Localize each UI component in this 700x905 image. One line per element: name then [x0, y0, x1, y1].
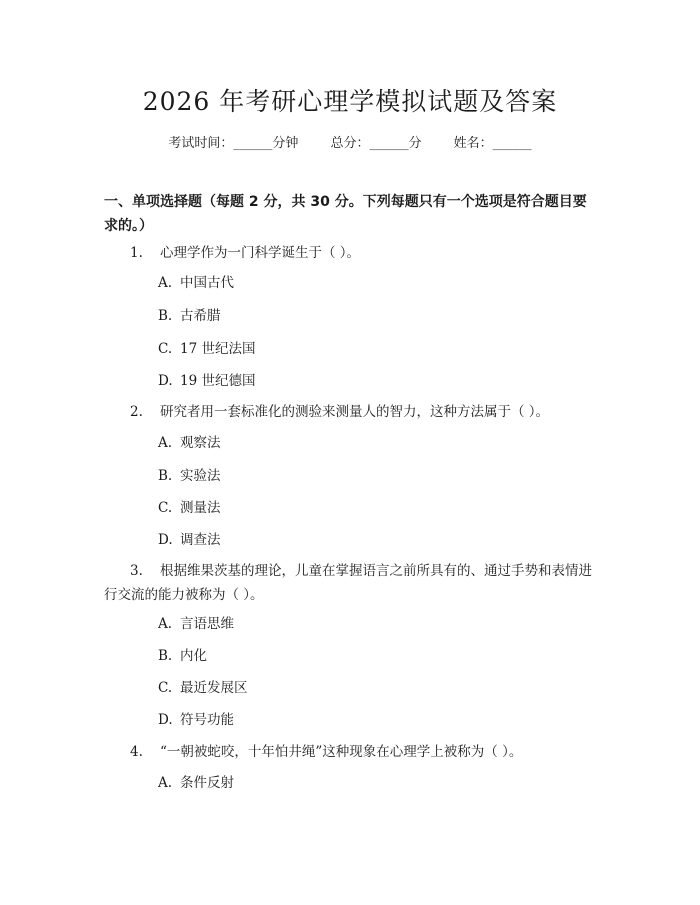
question-number: 4.	[130, 744, 143, 760]
option-1d	[158, 371, 255, 391]
total-score-field: 总分：______分	[330, 136, 422, 151]
question-number: 1.	[130, 245, 143, 261]
option-text: 言语思维	[180, 616, 234, 632]
question-number: 2.	[130, 404, 143, 420]
option-1b	[158, 306, 221, 326]
option-text: 实验法	[180, 468, 221, 484]
question-text: 研究者用一套标准化的测验来测量人的智力，这种方法属于（ ）。	[160, 404, 550, 420]
option-letter: C.	[158, 680, 173, 696]
option-text: 内化	[180, 648, 207, 664]
option-text: 条件反射	[180, 775, 234, 791]
option-text: 19 世纪德国	[180, 373, 256, 389]
option-4a	[158, 773, 234, 793]
question-4	[104, 740, 604, 764]
option-letter: D.	[158, 532, 173, 548]
option-letter: A.	[158, 435, 173, 451]
question-text-line1: 根据维果茨基的理论，儿童在掌握语言之前所具有的、通过手势和表情进	[160, 563, 592, 579]
option-1c	[158, 339, 255, 359]
option-letter: B.	[158, 468, 173, 484]
option-text: 古希腊	[180, 308, 221, 324]
exam-time-field: 考试时间：______分钟	[168, 136, 299, 151]
question-2	[104, 400, 604, 424]
option-letter: C.	[158, 500, 173, 516]
option-text: 观察法	[180, 435, 221, 451]
question-text: 心理学作为一门科学诞生于（ ）。	[160, 245, 361, 261]
option-text: 17 世纪法国	[180, 341, 256, 357]
option-3a	[158, 614, 234, 634]
exam-info-line	[0, 132, 700, 151]
option-2b	[158, 466, 221, 486]
question-3	[104, 559, 604, 607]
option-letter: D.	[158, 712, 173, 728]
option-3c	[158, 678, 248, 698]
section-heading: 一、单项选择题（每题 2 分，共 30 分。下列每题只有一个选项是符合题目要求的。）	[104, 194, 587, 234]
option-text: 符号功能	[180, 712, 234, 728]
option-text: 中国古代	[180, 275, 234, 291]
option-letter: B.	[158, 308, 173, 324]
name-field: 姓名：______	[453, 136, 532, 151]
option-2c	[158, 498, 221, 518]
option-letter: A.	[158, 616, 173, 632]
option-letter: D.	[158, 373, 173, 389]
question-1	[104, 241, 604, 265]
option-letter: C.	[158, 341, 173, 357]
question-text: “一朝被蛇咬，十年怕井绳”这种现象在心理学上被称为（ ）。	[160, 744, 523, 760]
question-text-line2: 行交流的能力被称为（ ）。	[104, 587, 264, 603]
question-number: 3.	[130, 563, 143, 579]
option-letter: A.	[158, 275, 173, 291]
option-3b	[158, 646, 207, 666]
option-text: 最近发展区	[180, 680, 248, 696]
option-2a	[158, 433, 221, 453]
option-2d	[158, 530, 221, 550]
option-letter: A.	[158, 775, 173, 791]
option-letter: B.	[158, 648, 173, 664]
option-text: 调查法	[180, 532, 221, 548]
page-title: 2026 年考研心理学模拟试题及答案	[142, 87, 558, 116]
option-text: 测量法	[180, 500, 221, 516]
option-3d	[158, 710, 234, 730]
option-1a	[158, 273, 234, 293]
